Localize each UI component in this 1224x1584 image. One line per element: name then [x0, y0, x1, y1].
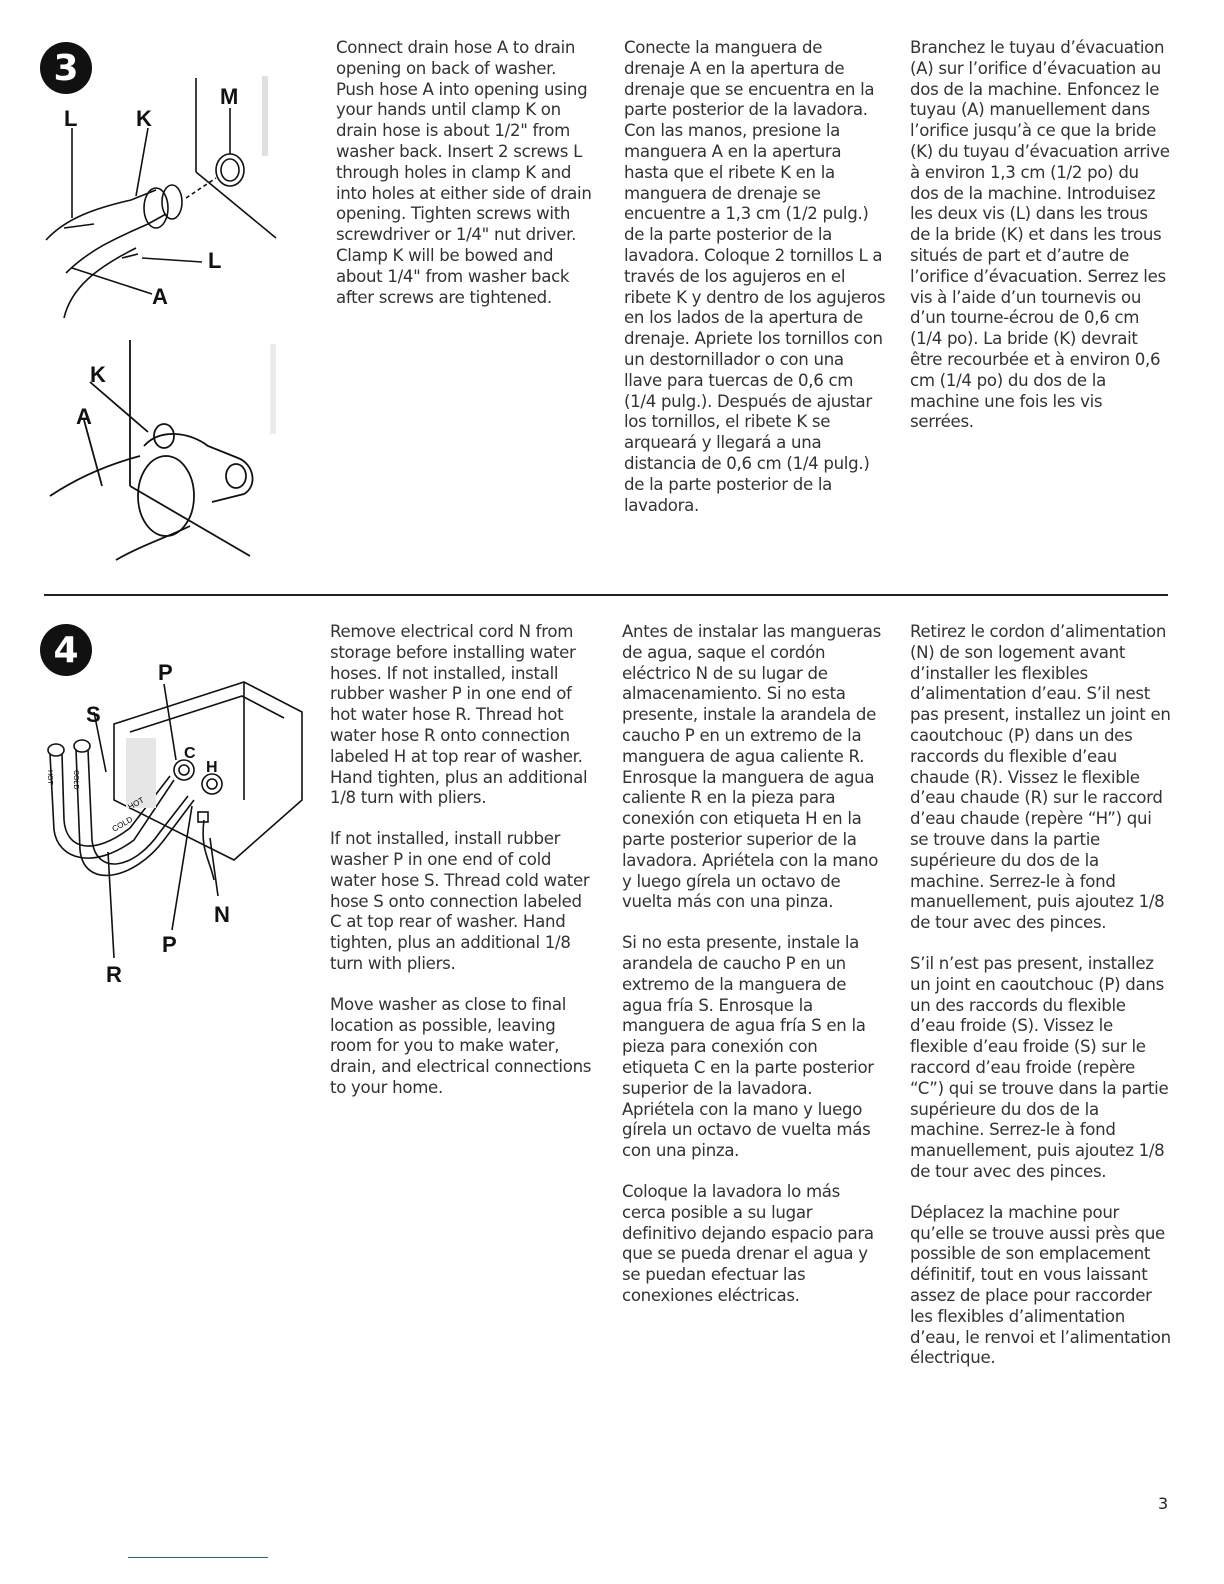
- label-A2: A: [76, 404, 92, 429]
- label-C: C: [184, 745, 196, 762]
- section-divider: [44, 594, 1168, 596]
- step-4-number: 4: [53, 629, 79, 671]
- step-3-number: 3: [53, 47, 79, 89]
- bottom-link-underline: [128, 1557, 268, 1558]
- step-4-illustration: [34, 660, 324, 990]
- hose-end-label-hot: HOT: [46, 770, 53, 785]
- hose-label-hot: HOT: [126, 795, 146, 812]
- step-4-french-p1: Retirez le cordon d’alimentation (N) de son logement avant d’installer les flexibles d’alimentation d’eau. S’il nest pas present, installez un joint en caoutchouc (P) dans un des raccords du flexible d’eau chaude (R). Vissez le flexible d’eau chaude (R) sur le raccord d’eau chaude (repère “H”) qui se trouve dans la partie supérieure du dos de la machine. Serrez-le à fond manuellement, puis ajoutez 1/8 de tour avec des pinces.: [910, 622, 1171, 933]
- step-3-french: [910, 38, 1170, 453]
- step-4-english-p1: Remove electrical cord N from storage before installing water hoses. If not installed, install rubber washer P in one end of hot water hose R. Thread hot water hose R onto connection labeled H at top rear of washer. Hand tighten, plus an additional 1/8 turn with pliers.: [330, 622, 588, 808]
- label-R: R: [106, 962, 122, 987]
- step-3-spanish-paragraph: Conecte la manguera de drenaje A en la apertura de drenaje que se encuentra en la parte posterior de la lavadora. Con las manos, presione la manguera A en la apertura hasta que el ribete K en la manguera de drenaje se encuentre a 1,3 cm (1/2 pulg.) de la parte posterior de la lavadora. Coloque 2 tornillos L a través de los agujeros en el ribete K y dentro de los agujeros en los lados de la apertura de drenaje. Apriete los tornillos con un destornillador o con una llave para tuercas de 0,6 cm (1/4 pulg.). Después de ajustar los tornillos, el ribete K se arqueará y llegará a una distancia de 0,6 cm (1/4 pulg.) de la parte posterior de la lavadora.: [624, 38, 886, 515]
- step-4-spanish-p3: Coloque la lavadora lo más cerca posible a su lugar definitivo dejando espacio para que se pueda drenar el agua y se puedan efectuar las conexiones eléctricas.: [622, 1181, 874, 1305]
- step-4-english: [330, 622, 592, 1119]
- label-K2: K: [90, 362, 106, 387]
- step-3-english-paragraph: Connect drain hose A to drain opening on back of washer. Push hose A into opening using your hands until clamp K on drain hose is about 1/2" from washer back. Insert 2 screws L through holes in clamp K and into holes at either side of drain opening. Tighten screws with screwdriver or 1/4" nut driver. Clamp K will be bowed and about 1/4" from washer back after screws are tightened.: [336, 38, 592, 307]
- hose-label-cold: COLD: [110, 814, 135, 834]
- label-S: S: [86, 702, 101, 727]
- label-P2: P: [162, 932, 177, 957]
- label-M: M: [220, 84, 239, 109]
- step-3-detail-illustration: [40, 336, 300, 566]
- step-4-french: [910, 622, 1172, 1389]
- step-4-french-p3: Déplacez la machine pour qu’elle se trouve aussi près que possible de son emplacement définitif, tout en vous laissant assez de place pour raccorder les flexibles d’alimentation d’eau, le renvoi et l’alimentation électrique.: [910, 1202, 1171, 1368]
- hose-end-label-cold: COLD: [72, 770, 79, 790]
- step-3-spanish: [624, 38, 886, 536]
- label-A1: A: [152, 284, 168, 309]
- label-P1: P: [158, 660, 173, 685]
- label-H: H: [206, 759, 218, 776]
- step-3-french-paragraph: Branchez le tuyau d’évacuation (A) sur l’orifice d’évacuation au dos de la machine. Enfoncez le tuyau (A) manuellement dans l’orifice jusqu’à ce que la bride (K) du tuyau d’évacuation arrive à environ 1,3 cm (1/2 po) du dos de la machine. Introduisez les deux vis (L) dans les trous de la bride (K) et dans les trous situés de part et d’autre de l’orifice d’évacuation. Serrez les vis à l’aide d’un tournevis ou d’un tourne-écrou de 0,6 cm (1/4 po). La bride (K) devrait être recourbée et à environ 0,6 cm (1/4 po) du dos de la machine une fois les vis serrées.: [910, 38, 1170, 432]
- step-4-english-p3: Move washer as close to final location as possible, leaving room for you to make water, drain, and electrical connections to your home.: [330, 994, 592, 1097]
- step-4-spanish-p2: Si no esta presente, instale la arandela de caucho P en un extremo de la manguera de agua fría S. Enrosque la manguera de agua fría S en la pieza para conexión con etiqueta C en la parte posterior superior de la lavadora. Apriétela con la mano y luego gírela un octavo de vuelta más con una pinza.: [622, 933, 874, 1161]
- label-L2: L: [208, 248, 222, 273]
- step-3-english: [336, 38, 598, 328]
- label-K1: K: [136, 106, 152, 131]
- page-number: 3: [1158, 1494, 1169, 1513]
- label-L1: L: [64, 106, 78, 131]
- step-4-spanish: [622, 622, 884, 1327]
- step-4-english-p2: If not installed, install rubber washer P in one end of cold water hose S. Thread cold water hose S onto connection labeled C at top rear of washer. Hand tighten, plus an additional 1/8 turn with pliers.: [330, 829, 590, 973]
- step-4-spanish-p1: Antes de instalar las mangueras de agua, saque el cordón eléctrico N de su lugar de almacenamiento. Si no esta presente, instale la arandela de caucho P en un extremo de la manguera de agua caliente R. Enrosque la manguera de agua caliente R en la pieza para conexión con etiqueta H en la parte posterior superior de la lavadora. Apriétela con la mano y luego gírela un octavo de vuelta más con una pinza.: [622, 622, 881, 912]
- label-N: N: [214, 902, 230, 927]
- step-3-top-illustration: [36, 68, 296, 328]
- step-4-french-p2: S’il n’est pas present, installez un joint en caoutchouc (P) dans un des raccords du flexible d’eau froide (S). Vissez le flexible d’eau froide (S) sur le raccord d’eau froide (repère “C”) qui se trouve dans la partie supérieure du dos de la machine. Serrez-le à fond manuellement, puis ajoutez 1/8 de tour avec des pinces.: [910, 953, 1169, 1181]
